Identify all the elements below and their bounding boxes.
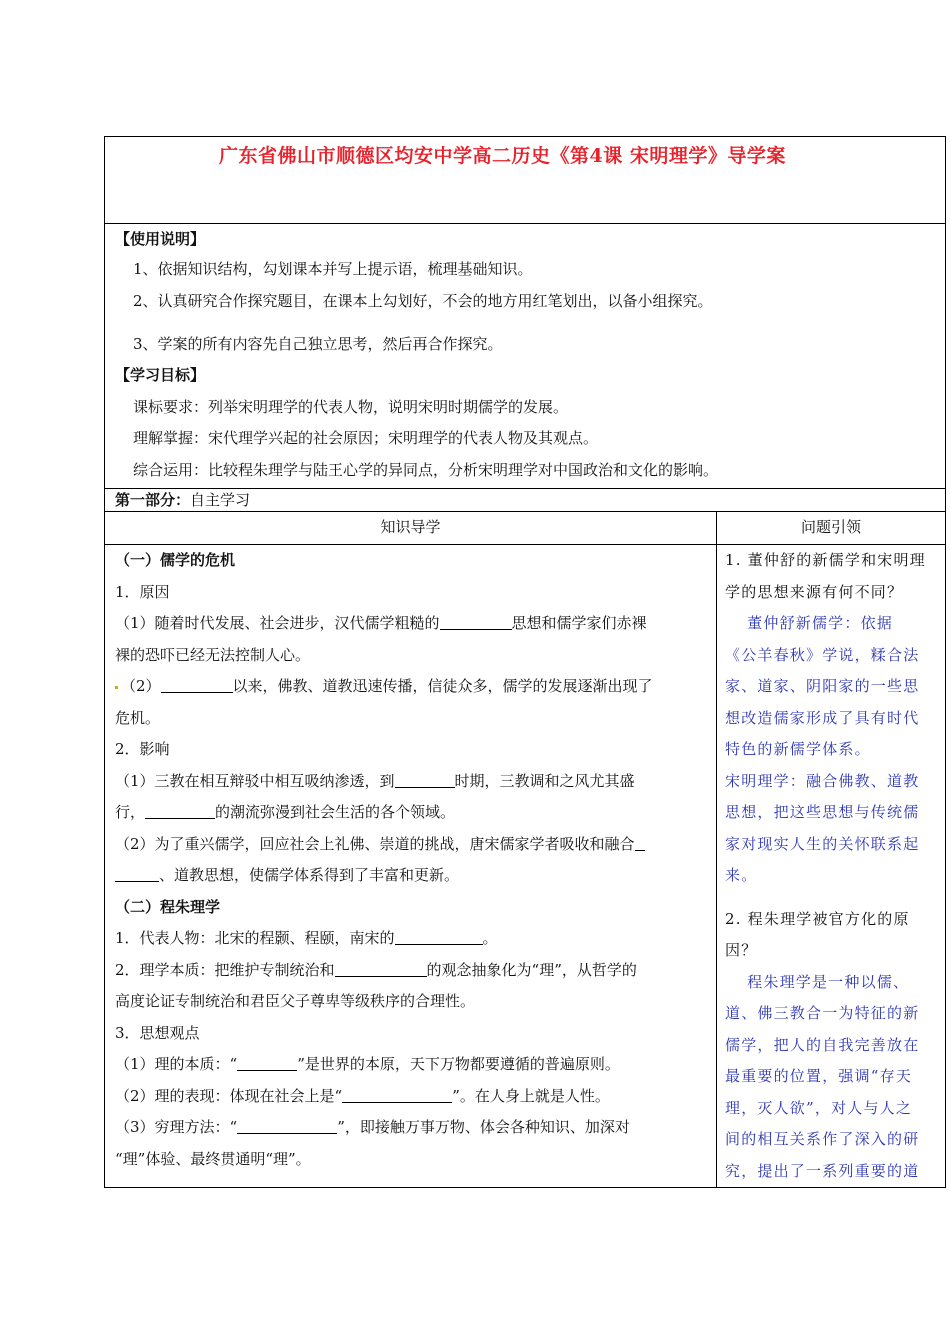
text: 思想和儒学家们赤裸 xyxy=(511,614,647,632)
column-divider xyxy=(716,512,717,1187)
paragraph xyxy=(115,923,711,955)
text: （3）穷理方法：“ xyxy=(115,1118,238,1136)
fill-blank[interactable] xyxy=(335,960,427,977)
text: ”是世界的本原，天下万物都要遵循的普遍原则。 xyxy=(297,1055,620,1073)
answer-1-line: 家、道家、阴阳家的一些思 xyxy=(725,677,920,695)
subheading: 1．原因 xyxy=(115,582,170,601)
paragraph xyxy=(115,797,711,829)
part1-label xyxy=(115,489,250,510)
usage-heading: 【使用说明】 xyxy=(115,230,206,248)
section-heading: （二）程朱理学 xyxy=(115,897,221,916)
answer-1-line: 宋明理学：融合佛教、道教 xyxy=(725,771,920,790)
text: （2）为了重兴儒学，回应社会上礼佛、崇道的挑战，唐宋儒家学者吸收和融合 xyxy=(115,834,635,853)
paragraph xyxy=(115,608,711,640)
marker-dot xyxy=(115,686,118,689)
knowledge-column xyxy=(115,545,711,1175)
answer-1-line: 来。 xyxy=(725,866,758,884)
question-1-line: 学的思想来源有何不同？ xyxy=(725,582,904,601)
paragraph xyxy=(115,1112,711,1144)
answer-2-line: 程朱理学是一种以儒、 xyxy=(725,972,910,991)
question-2-line: 2. 程朱理学被官方化的原 xyxy=(725,909,910,928)
questions-column xyxy=(725,545,929,1187)
subheading: 3．思想观点 xyxy=(115,1023,200,1042)
goal-item: 课标要求：列举宋明理学的代表人物，说明宋明时期儒学的发展。 xyxy=(133,398,569,416)
part1-label-rest: 自主学习 xyxy=(190,491,251,509)
fill-blank[interactable] xyxy=(161,676,233,693)
worksheet-table xyxy=(104,136,946,1188)
fill-blank[interactable] xyxy=(237,1054,297,1071)
answer-1-line: 思想，把这些思想与传统儒 xyxy=(725,803,920,821)
text: 、道教思想，使儒学体系得到了丰富和更新。 xyxy=(159,866,460,884)
fill-blank[interactable] xyxy=(635,834,645,851)
paragraph: 裸的恐吓已经无法控制人心。 xyxy=(115,645,311,664)
text: 以来，佛教、道教迅速传播，信徒众多，儒学的发展逐渐出现了 xyxy=(232,677,653,695)
column-header-knowledge: 知识导学 xyxy=(105,512,716,545)
paragraph xyxy=(115,860,711,892)
column-header-questions: 问题引领 xyxy=(717,512,945,545)
title-row xyxy=(105,137,945,224)
section-heading: （一）儒学的危机 xyxy=(115,551,236,569)
answer-2-line: 最重要的位置，强调“存天 xyxy=(725,1067,913,1085)
text: （1）理的本质：“ xyxy=(115,1055,238,1073)
part1-row xyxy=(105,489,945,512)
answer-2-line: 间的相互关系作了深入的研 xyxy=(725,1130,920,1148)
text: 。 xyxy=(482,929,498,947)
subheading: 2．影响 xyxy=(115,740,170,758)
text: 的潮流弥漫到社会生活的各个领域。 xyxy=(215,803,456,821)
paragraph: 危机。 xyxy=(115,708,161,727)
usage-item: 3、学案的所有内容先自己独立思考，然后再合作探究。 xyxy=(133,335,503,353)
fill-blank[interactable] xyxy=(342,1086,452,1103)
goal-item: 综合运用：比较程朱理学与陆王心学的异同点，分析宋明理学对中国政治和文化的影响。 xyxy=(133,461,719,479)
paragraph xyxy=(115,829,711,861)
part1-label-bold: 第一部分： xyxy=(115,491,191,509)
answer-2-line: 儒学，把人的自我完善放在 xyxy=(725,1035,920,1054)
paragraph xyxy=(115,955,711,987)
paragraph xyxy=(115,1049,711,1081)
answer-1-line: 董仲舒新儒学：依据 xyxy=(725,614,893,632)
text: 2．理学本质：把维护专制统治和 xyxy=(115,960,335,979)
text: 行， xyxy=(115,803,146,821)
answer-1-line: 想改造儒家形成了具有时代 xyxy=(725,708,920,727)
question-2-line: 因？ xyxy=(725,941,758,959)
text: ”。在人身上就是人性。 xyxy=(452,1086,610,1105)
text: 时期，三教调和之风尤其盛 xyxy=(454,771,635,790)
fill-blank[interactable] xyxy=(115,865,159,882)
question-1-line: 1. 董仲舒的新儒学和宋明理 xyxy=(725,551,926,569)
fill-blank[interactable] xyxy=(395,928,483,945)
usage-item: 2、认真研究合作探究题目，在课本上勾划好，不会的地方用红笔划出，以备小组探究。 xyxy=(133,292,713,310)
answer-1-line: 《公羊春秋》学说，糅合法 xyxy=(725,645,920,664)
paragraph xyxy=(115,766,711,798)
page-title: 广东省佛山市顺德区均安中学高二历史《第4课 宋明理学》导学案 xyxy=(219,145,786,167)
text: （1）三教在相互辩驳中相互吸纳渗透，到 xyxy=(115,771,395,790)
answer-2-line: 理，灭人欲”，对人与人之 xyxy=(725,1098,913,1117)
answer-1-line: 家对现实人生的关怀联系起 xyxy=(725,834,920,853)
goals-heading: 【学习目标】 xyxy=(115,366,206,384)
text: 的观念抽象化为“理”，从哲学的 xyxy=(426,960,637,979)
text: （1）随着时代发展、社会进步，汉代儒学粗糙的 xyxy=(115,614,440,632)
fill-blank[interactable] xyxy=(440,613,512,630)
text: （2） xyxy=(121,677,161,695)
goal-item: 理解掌握：宋代理学兴起的社会原因；宋明理学的代表人物及其观点。 xyxy=(133,429,599,447)
usage-item: 1、依据知识结构，勾划课本并写上提示语，梳理基础知识。 xyxy=(133,260,533,278)
paragraph: “理”体验、最终贯通明“理”。 xyxy=(115,1149,311,1168)
answer-2-line: 道、佛三教合一为特征的新 xyxy=(725,1004,920,1022)
fill-blank[interactable] xyxy=(237,1117,337,1134)
text: 1．代表人物：北宋的程颢、程颐，南宋的 xyxy=(115,929,395,947)
answer-2-line: 究，提出了一系列重要的道 xyxy=(725,1161,920,1180)
paragraph xyxy=(115,671,711,703)
fill-blank[interactable] xyxy=(395,771,455,788)
instructions-section xyxy=(105,224,945,489)
paragraph: 高度论证专制统治和君臣父子尊卑等级秩序的合理性。 xyxy=(115,992,476,1010)
fill-blank[interactable] xyxy=(145,802,215,819)
answer-1-line: 特色的新儒学体系。 xyxy=(725,740,871,758)
text: ”，即接触万事万物、体会各种知识、加深对 xyxy=(337,1118,630,1136)
paragraph xyxy=(115,1081,711,1113)
text: （2）理的表现：体现在社会上是“ xyxy=(115,1086,343,1105)
